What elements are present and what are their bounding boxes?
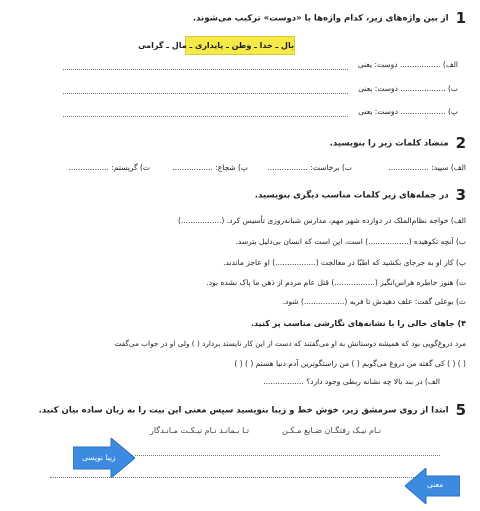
q1-row-label: پ) ................... دوست: یعنی — [358, 107, 458, 116]
q2-title — [330, 134, 466, 152]
q2-item-be[interactable]: ب) برخاست: ................. — [267, 163, 352, 172]
q2-number: 2 — [455, 134, 466, 152]
q4-title: ۴) جاهای خالی را با نشانه‌های نگارشی مناسب پر کنید. — [251, 319, 466, 328]
q5-title-text: ابتدا از روی سرمشق زیر، خوش خط و زیبا بنویسید سپس معنی این بیت را به زبان ساده بیان کنید. — [38, 405, 449, 416]
q1-row-pe[interactable] — [63, 107, 458, 119]
q5-number: 5 — [455, 401, 466, 419]
q4-line-3[interactable]: الف) در بند بالا چه نشانه ربطی وجود دارد؟ ................. — [263, 377, 440, 386]
q3-item-te[interactable]: ت) هنوز خاطره هراس‌انگیز (.................) قتل عام مردم از ذهن ما پاک نشده بود. — [206, 278, 466, 287]
q4-line-1: مرد دروغ‌گویی بود که همیشه دوستانش به او می‌گفتند که دست از این کار نایستد بردارد ( ) ولی او در جواب می‌گفت — [114, 339, 466, 348]
q2-item-pe[interactable]: پ) شجاع: ................. — [172, 163, 248, 172]
q1-row-alef[interactable] — [63, 60, 458, 72]
q1-title-text: از بین واژه‌های زیر، کدام واژه‌ها با «دوست» ترکیب می‌شوند. — [192, 13, 449, 24]
q1-number: 1 — [455, 9, 466, 27]
q2-item-alef[interactable]: الف) سپید: ................. — [388, 163, 466, 172]
q1-row-be[interactable] — [63, 84, 458, 96]
poem-hemistich-right: تـا بـمانـد نـام نیـکـت مـانـدگار — [150, 426, 250, 435]
arrow-handwriting — [73, 438, 135, 478]
writing-line-1[interactable] — [135, 455, 440, 456]
q3-title — [255, 186, 466, 204]
q3-item-se[interactable]: ث) بوعلی گفت: علف دهیدش تا فربه (.................) شود. — [282, 297, 466, 306]
answer-line — [63, 93, 348, 94]
arrow-meaning — [405, 468, 460, 504]
poem-hemistich-left: نـام نیـک رفتگـان ضـایع مـکـن — [282, 426, 381, 435]
answer-line — [63, 69, 348, 70]
q1-title — [193, 9, 466, 27]
q4-line-2[interactable]: ( ) ( ) کی گفته من دروغ می‌گویم ( ) من راستگوترین آدم دنیا هستم ( ) ( ) — [234, 359, 466, 368]
q3-item-alef[interactable]: الف) خواجه نظام‌الملک در دوازده شهر مهم، مدارس شبانه‌روزی تأسیس کرد. (.................) — [177, 216, 466, 225]
q3-item-be[interactable]: ب) آنچه تکوهیده (.................) است، این است که انسان بی‌دلیل بترسد. — [235, 237, 466, 246]
q1-word-box: بال ـ خدا ـ وطن ـ پایداری ـ مال ـ گرامی — [185, 36, 295, 55]
arrow-handwriting-label: زیبا نویسی — [82, 453, 116, 462]
q1-row-label: الف) ................. دوست: یعنی — [357, 60, 458, 69]
q5-title — [39, 401, 466, 419]
q3-item-pe[interactable]: پ) کار او به جرجای بکشید که اطبّا در معالجت (.................) او عاجز ماندند. — [223, 258, 466, 267]
answer-line — [63, 116, 348, 117]
q3-number: 3 — [455, 186, 466, 204]
q3-title-text: در جمله‌های زیر کلمات مناسب دیگری بنویسید. — [254, 190, 449, 201]
arrow-meaning-label: معنی — [427, 480, 444, 489]
q1-row-label: ب) ................... دوست: یعنی — [358, 84, 458, 93]
q2-item-te[interactable]: ت) گریستم: ................. — [68, 163, 150, 172]
q2-title-text: متضاد کلمات زیر را بنویسید. — [329, 138, 449, 149]
